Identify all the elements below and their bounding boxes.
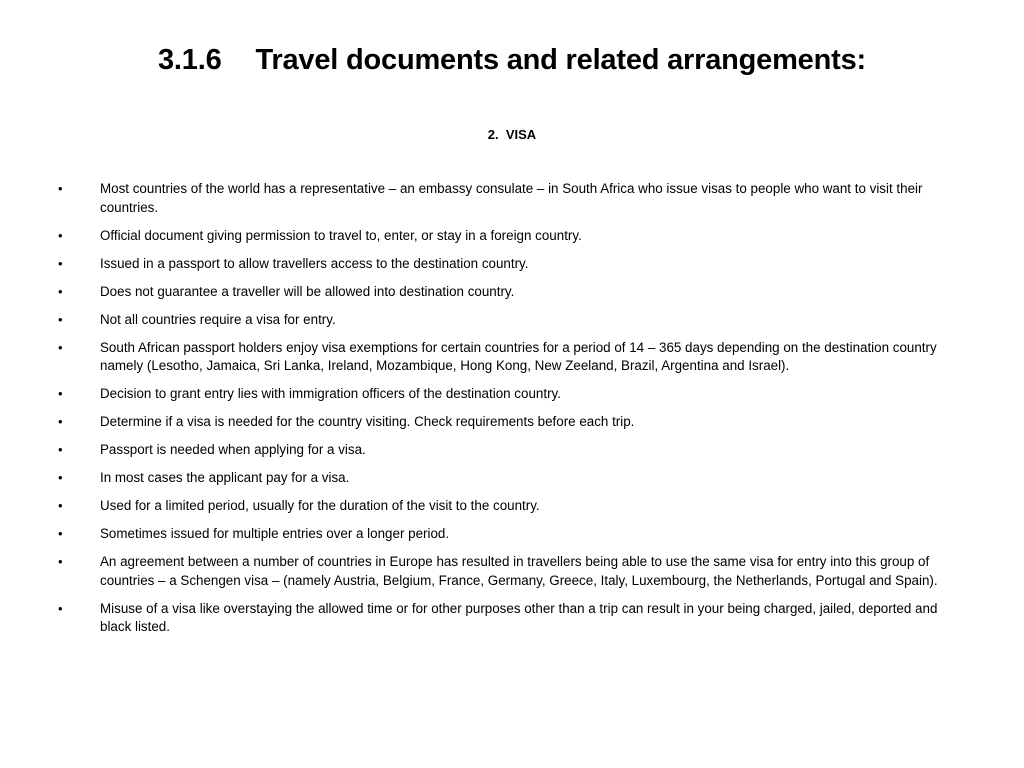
bullet-icon: • [58, 470, 63, 485]
bullet-icon: • [58, 600, 63, 616]
bullet-item [58, 180, 968, 217]
bullet-item [58, 255, 968, 274]
bullet-text: Issued in a passport to allow travellers access to the destination country. [100, 255, 529, 271]
bullet-item [58, 497, 968, 516]
bullet-item [58, 553, 968, 590]
bullet-icon: • [58, 227, 63, 243]
bullet-icon: • [58, 311, 63, 327]
bullet-icon: • [58, 283, 63, 299]
bullet-text: Not all countries require a visa for entry. [100, 311, 336, 327]
bullet-item [58, 600, 968, 637]
bullet-text: An agreement between a number of countries in Europe has resulted in travellers being able to use the same visa for entry into this group of countries – a Schengen visa – (namely Austria, Belgium, France, Germany, Greece, Italy, Luxembourg, the Netherlands, Portugal and Spain). [100, 554, 938, 588]
bullet-list [58, 180, 968, 646]
bullet-icon: • [58, 526, 63, 541]
slide-title [0, 44, 1024, 77]
bullet-text: Most countries of the world has a representative – an embassy consulate – in South Africa who issue visas to people who want to visit their countries. [100, 181, 923, 215]
bullet-text: Does not guarantee a traveller will be allowed into destination country. [100, 283, 515, 299]
bullet-item [58, 413, 968, 432]
title-text: Travel documents and related arrangements: [255, 44, 866, 76]
bullet-icon: • [58, 414, 63, 429]
bullet-item [58, 441, 968, 460]
bullet-item [58, 339, 968, 376]
bullet-text: South African passport holders enjoy visa exemptions for certain countries for a period of 14 – 365 days depending on the destination country namely (Lesotho, Jamaica, Sri Lanka, Ireland, Mozambique, Hong Kong, New Zeeland, Brazil, Argentina and Israel). [100, 339, 937, 373]
bullet-text: Passport is needed when applying for a visa. [100, 442, 366, 457]
bullet-text: In most cases the applicant pay for a visa. [100, 470, 350, 485]
bullet-item [58, 385, 968, 404]
bullet-text: Decision to grant entry lies with immigration officers of the destination country. [100, 386, 561, 401]
bullet-icon: • [58, 339, 63, 355]
bullet-icon: • [58, 255, 63, 271]
bullet-text: Misuse of a visa like overstaying the allowed time or for other purposes other than a trip can result in your being charged, jailed, deported and black listed. [100, 600, 938, 634]
title-number: 3.1.6 [158, 44, 222, 76]
bullet-item [58, 469, 968, 488]
bullet-text: Used for a limited period, usually for the duration of the visit to the country. [100, 498, 540, 513]
bullet-icon: • [58, 554, 63, 569]
bullet-item [58, 227, 968, 246]
bullet-icon: • [58, 386, 63, 401]
bullet-icon: • [58, 442, 63, 457]
bullet-icon: • [58, 498, 63, 513]
bullet-text: Official document giving permission to travel to, enter, or stay in a foreign country. [100, 227, 582, 243]
bullet-item [58, 283, 968, 302]
section-subtitle: 2. VISA [487, 127, 537, 142]
bullet-icon: • [58, 181, 63, 196]
bullet-item [58, 311, 968, 330]
bullet-text: Determine if a visa is needed for the country visiting. Check requirements before each trip. [100, 414, 635, 429]
bullet-item [58, 525, 968, 544]
bullet-text: Sometimes issued for multiple entries over a longer period. [100, 526, 450, 541]
